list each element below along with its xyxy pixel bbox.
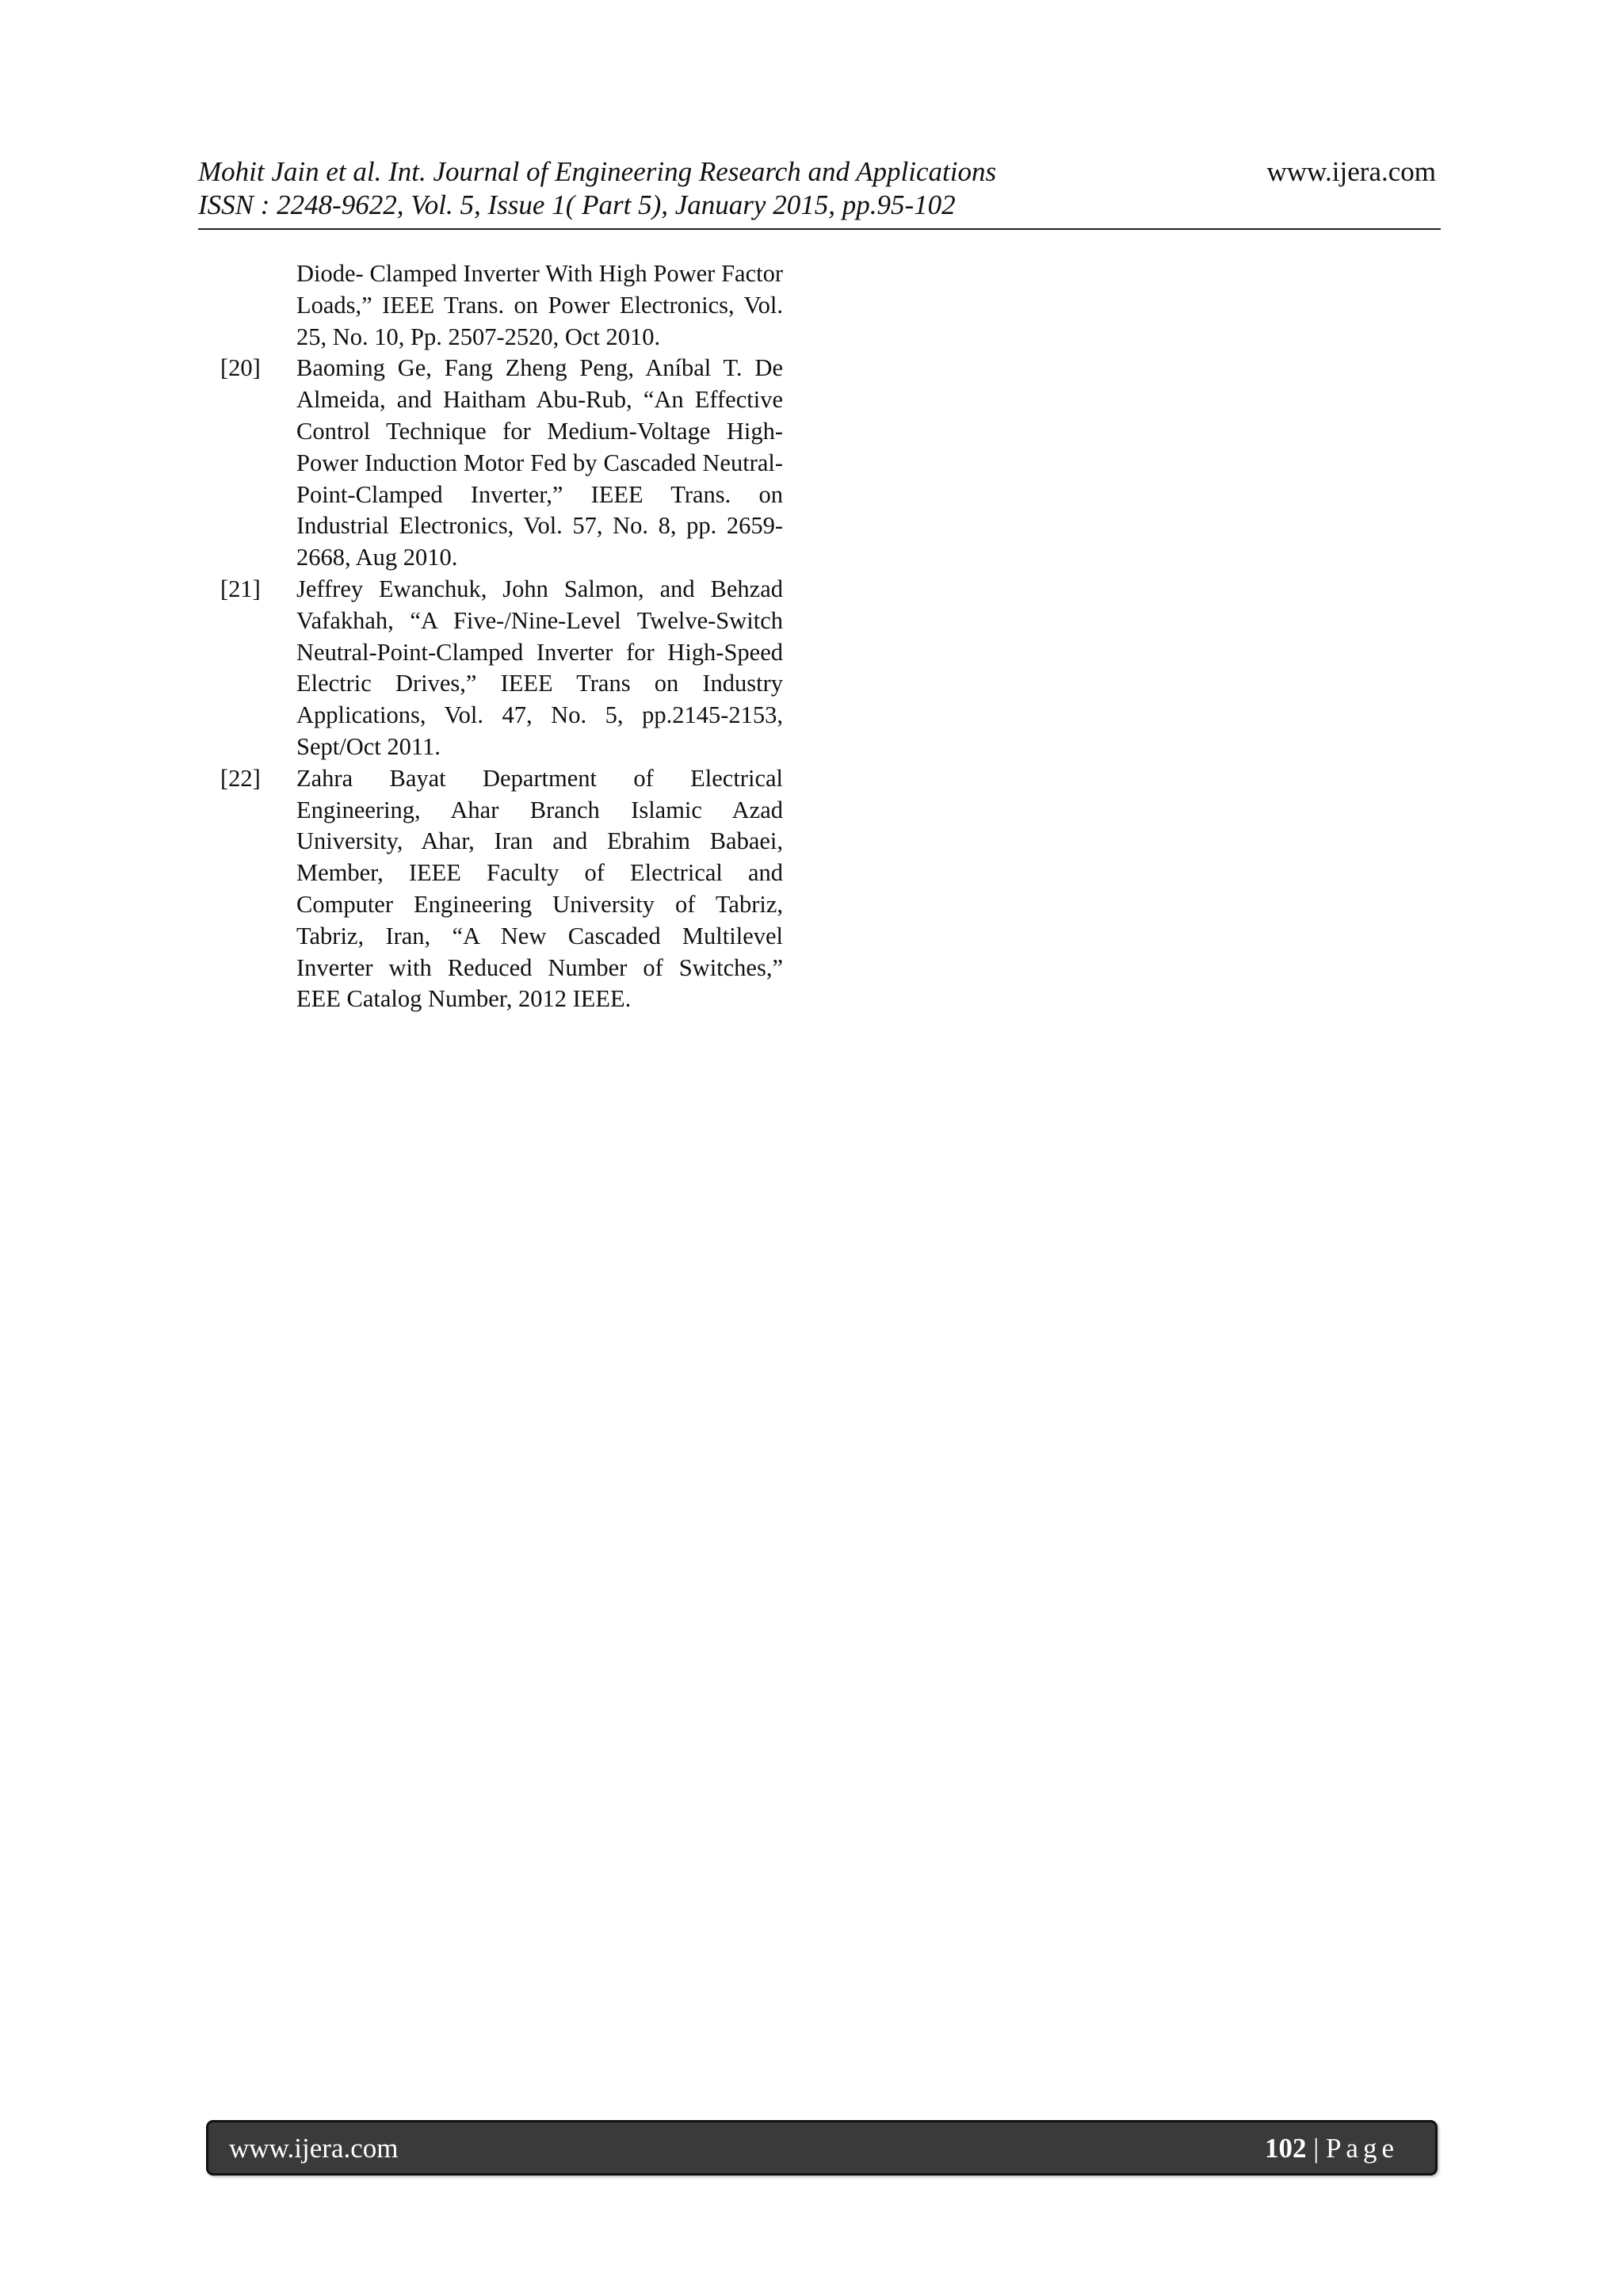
reference-text: Jeffrey Ewanchuk, John Salmon, and Behzad Vafakhah, “A Five-/Nine-Level Twelve-Switch Neutral-Point-Clamped Inverter for High-Speed Electric Drives,” IEEE Trans on Industry Applications, Vol. 47, No. 5, pp.2145-2153, Sept/Oct 2011. [296, 575, 783, 760]
page-separator: | [1306, 2133, 1326, 2164]
reference-text: Zahra Bayat Department of Electrical Engineering, Ahar Branch Islamic Azad University, Ahar, Iran and Ebrahim Babaei, Member, IEEE Faculty of Electrical and Computer Engineering University of Tabriz, Tabriz, Iran, “A New Cascaded Multilevel Inverter with Reduced Number of Switches,” EEE Catalog Number, 2012 IEEE. [296, 764, 783, 1013]
running-header [198, 155, 1441, 230]
header-website: www.ijera.com [1266, 156, 1436, 187]
reference-number: [22] [220, 764, 261, 792]
issn-line: ISSN : 2248-9622, Vol. 5, Issue 1( Part 5), January 2015, pp.95-102 [198, 189, 956, 220]
reference-number: [21] [220, 575, 261, 602]
page-indicator [1265, 2132, 1399, 2165]
footer-website: www.ijera.com [229, 2133, 399, 2164]
reference-text: Baoming Ge, Fang Zheng Peng, Aníbal T. De Almeida, and Haitham Abu-Rub, “An Effective Control Technique for Medium-Voltage High-Power Induction Motor Fed by Cascaded Neutral-Point-Clamped Inverter,” IEEE Trans. on Industrial Electronics, Vol. 57, No. 8, pp. 2659-2668, Aug 2010. [296, 354, 783, 571]
page-label: Page [1325, 2133, 1399, 2164]
reference-number: [20] [220, 354, 261, 382]
page-footer [206, 2120, 1438, 2176]
reference-item [220, 574, 783, 763]
reference-item [220, 353, 783, 574]
reference-item [220, 763, 783, 1015]
reference-continuation: Diode- Clamped Inverter With High Power Factor Loads,” IEEE Trans. on Power Electronics, Vol. 25, No. 10, Pp. 2507-2520, Oct 2010. [296, 260, 783, 350]
journal-title-line: Mohit Jain et al. Int. Journal of Engineering Research and Applications [198, 156, 997, 187]
page-number: 102 [1264, 2133, 1307, 2164]
reference-list [220, 258, 783, 1015]
